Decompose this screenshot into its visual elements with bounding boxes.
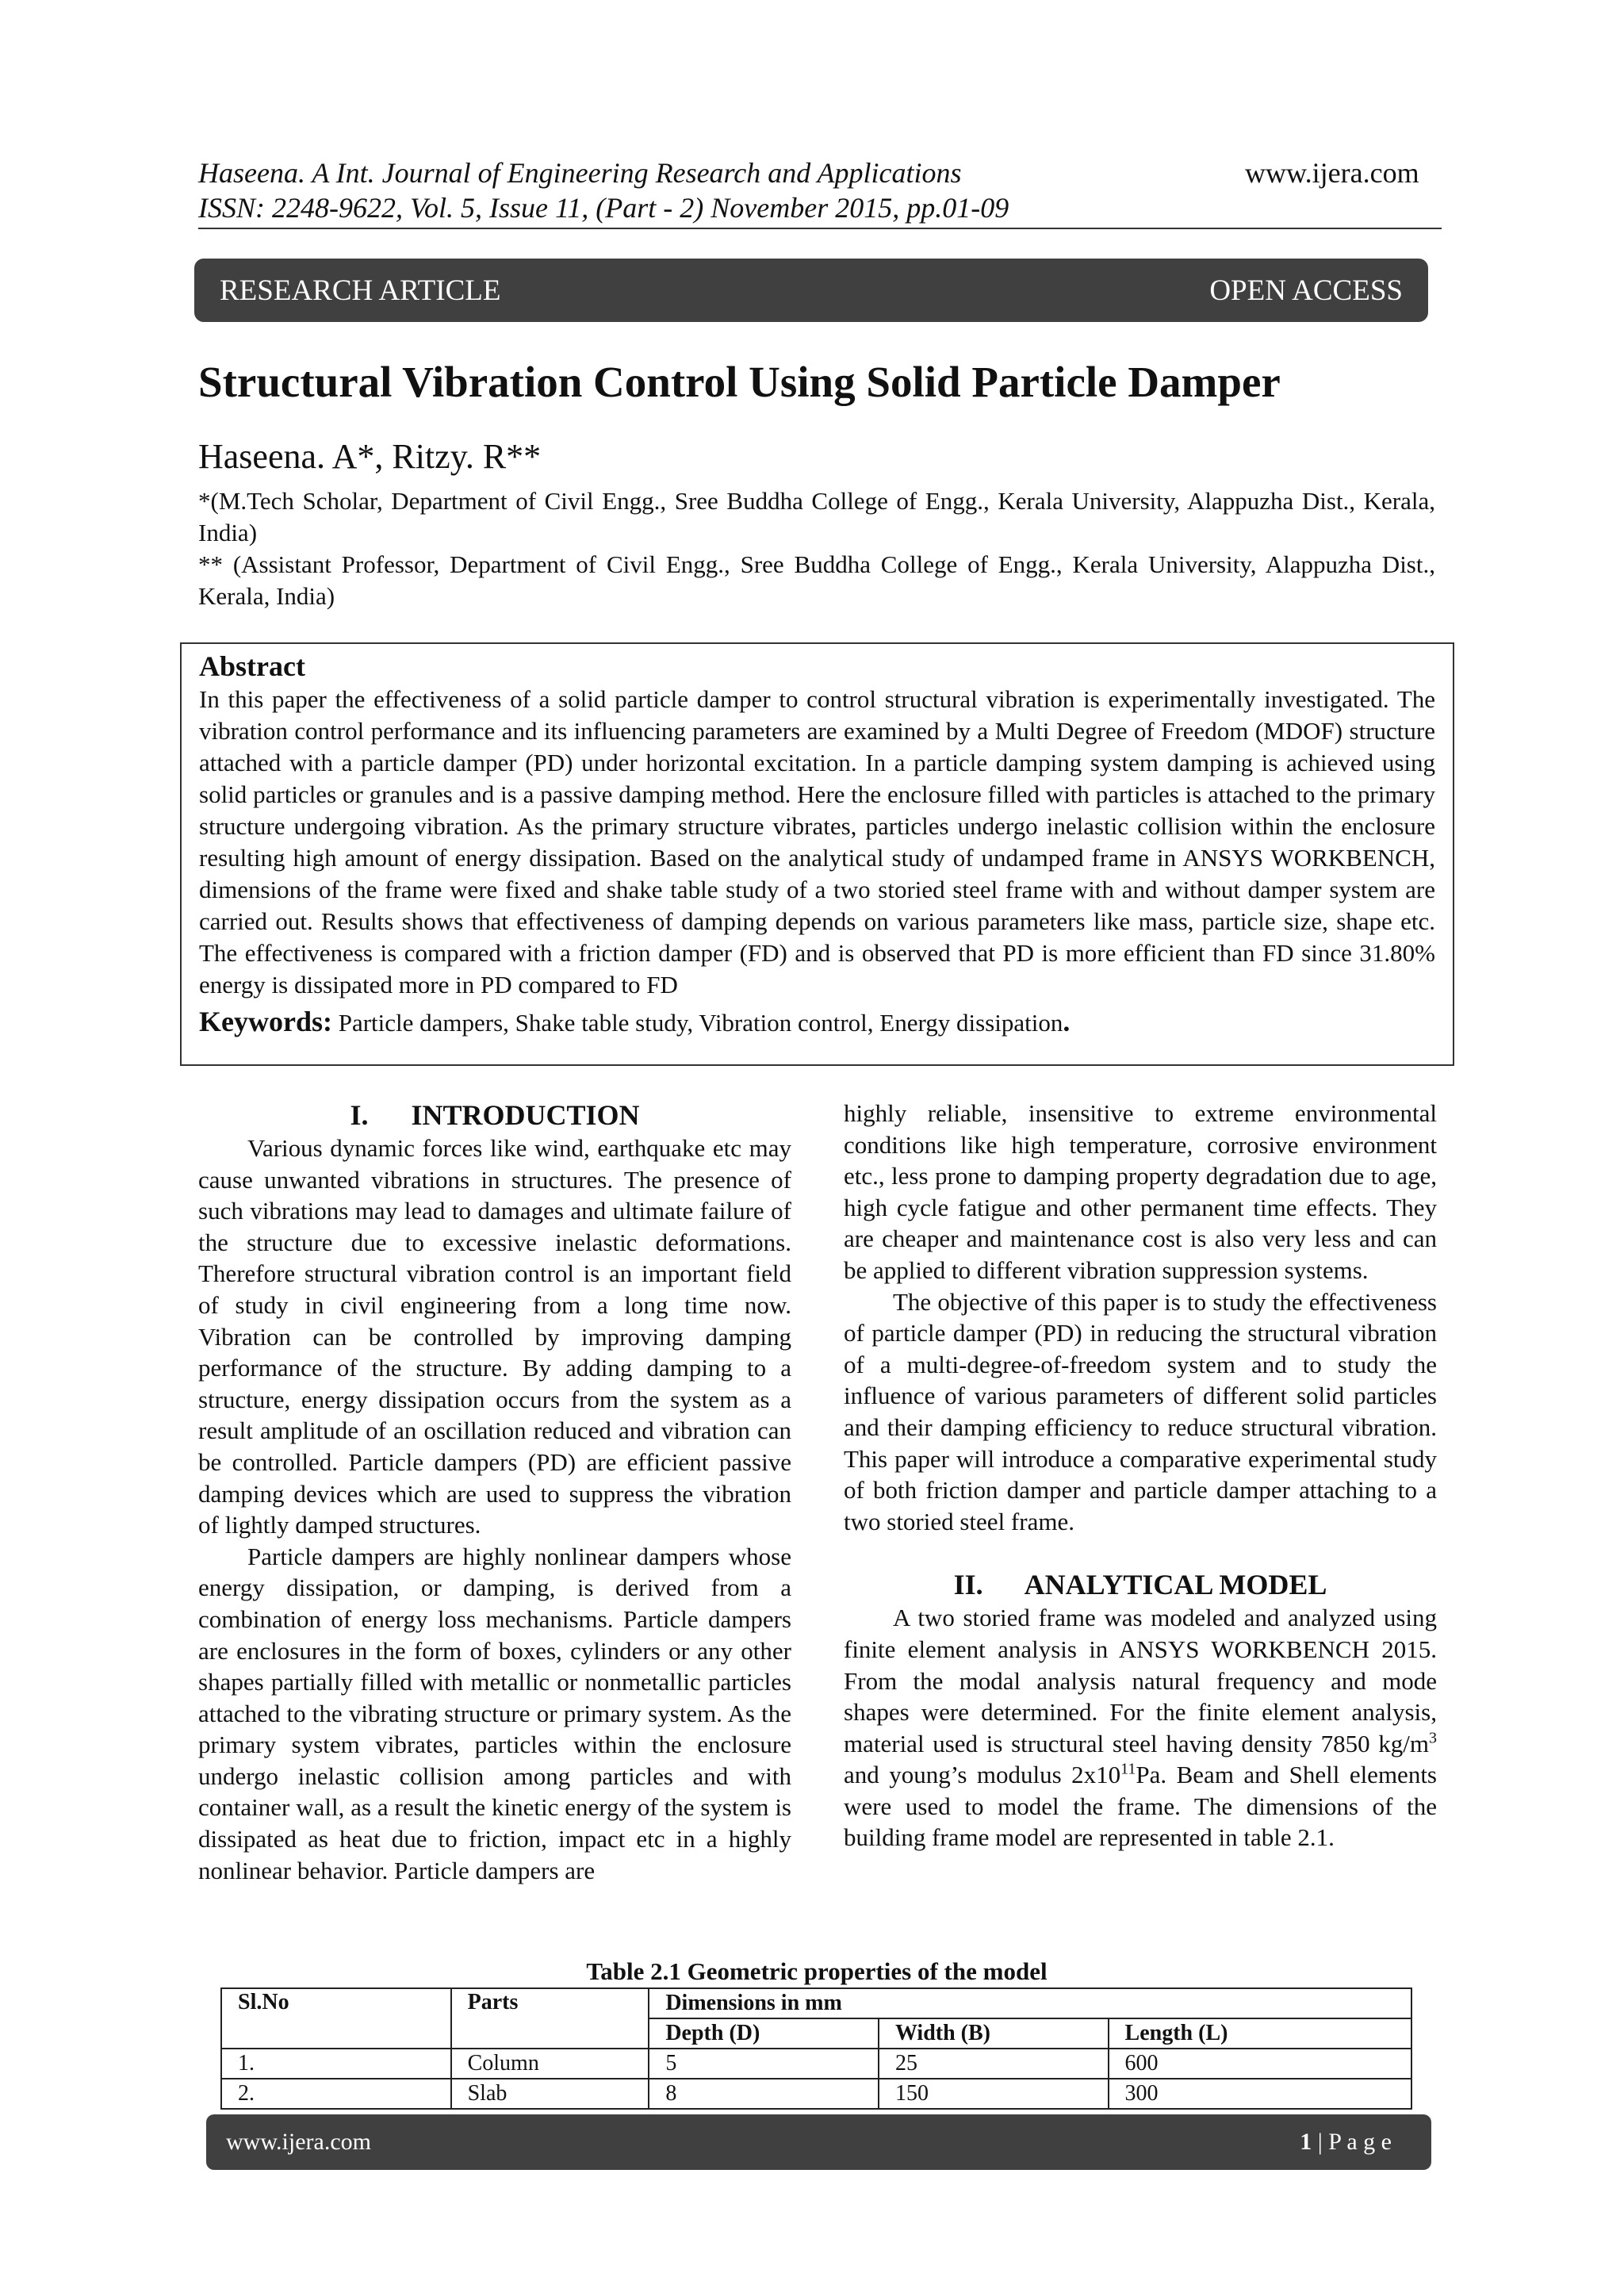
table-row	[221, 2079, 1411, 2109]
section-2-heading: II. ANALYTICAL MODEL	[953, 1569, 1327, 1601]
article-banner	[194, 259, 1428, 322]
cell-part: Column	[451, 2049, 649, 2079]
header-rule	[198, 228, 1442, 229]
issn-line: ISSN: 2248-9622, Vol. 5, Issue 11, (Part - 2) November 2015, pp.01-09	[198, 192, 1009, 224]
keywords-line	[199, 1004, 1435, 1041]
intro-paragraph-1: Various dynamic forces like wind, earthquake etc may cause unwanted vibrations in structures. The presence of such vibrations may lead to damages and ultimate failure of the structure due to excessive inelastic deformations. Therefore structural vibration control is an important field of study in civil engineering from a long time now. Vibration can be controlled by improving damping performance of the structure. By adding damping to a structure, energy dissipation occurs from the system as a result amplitude of an oscillation reduced and vibration can be controlled. Particle dampers (PD) are efficient passive damping devices which are used to suppress the vibration of lightly damped structures.	[198, 1134, 791, 1539]
cell-slno: 1.	[221, 2049, 451, 2079]
left-column	[198, 1098, 791, 1886]
footer-site: www.ijera.com	[226, 2129, 371, 2155]
cell-depth: 5	[649, 2049, 879, 2079]
table-header-row	[221, 1988, 1411, 2018]
authors: Haseena. A*, Ritzy. R**	[198, 437, 542, 476]
abstract-text: In this paper the effectiveness of a solid particle damper to control structural vibration is experimentally investigated. The vibration control performance and its influencing parameters are examined by a Multi Degree of Freedom (MDOF) structure attached with a particle damper (PD) under horizontal excitation. In a particle damping system damping is achieved using solid particles or granules and is a passive damping method. Here the enclosure filled with particles is attached to the primary structure undergoing vibration. As the primary structure vibrates, particles undergo inelastic collision within the enclosure resulting high amount of energy dissipation. Based on the analytical study of undamped frame in ANSYS WORKBENCH, dimensions of the frame were fixed and shake table study of a two storied steel frame with and without damper system are carried out. Results shows that effectiveness of damping depends on various parameters like mass, particle size, shape etc. The effectiveness is compared with a friction damper (FD) and is observed that PD is more efficient than FD since 31.80% energy is dissipated more in PD compared to FD	[199, 685, 1435, 999]
page-footer	[206, 2114, 1431, 2170]
journal-site: www.ijera.com	[1245, 157, 1419, 189]
keywords-label: Keywords:	[199, 1006, 332, 1037]
cell-width: 25	[879, 2049, 1109, 2079]
geometric-properties-table	[220, 1987, 1412, 2110]
affiliation-2: ** (Assistant Professor, Department of Civil Engg., Sree Buddha College of Engg., Kerala University, Alappuzha Dist., Kerala, India)	[198, 550, 1435, 610]
section-1-heading: I. INTRODUCTION	[350, 1099, 640, 1131]
cell-slno: 2.	[221, 2079, 451, 2109]
right-column	[844, 1098, 1437, 1853]
header-dimensions: Dimensions in mm	[649, 1988, 1411, 2018]
header-slno: Sl.No	[221, 1988, 451, 2049]
keywords-list: Particle dampers, Shake table study, Vibration control, Energy dissipation	[331, 1009, 1063, 1037]
abstract-heading: Abstract	[199, 650, 305, 682]
cell-length: 300	[1109, 2079, 1411, 2109]
affiliation-1: *(M.Tech Scholar, Department of Civil Engg., Sree Buddha College of Engg., Kerala University, Alappuzha Dist., Kerala, India)	[198, 487, 1435, 546]
header-length: Length (L)	[1109, 2018, 1411, 2049]
intro-paragraph-2: Particle dampers are highly nonlinear dampers whose energy dissipation, or damping, is derived from a combination of energy loss mechanisms. Particle dampers are enclosures in the form of boxes, cylinders or any other shapes partially filled with metallic or nonmetallic particles attached to the vibrating structure or primary system. As the primary system vibrates, particles within the enclosure undergo inelastic collision among particles and with container wall, as a result the kinetic energy of the system is dissipated as heat due to friction, impact etc in a highly nonlinear behavior. Particle dampers are	[198, 1542, 791, 1884]
header-depth: Depth (D)	[649, 2018, 879, 2049]
cell-width: 150	[879, 2079, 1109, 2109]
abstract-box	[180, 642, 1454, 1066]
intro-paragraph-3: The objective of this paper is to study the effectiveness of particle damper (PD) in reducing the structural vibration of a multi-degree-of-freedom system and to study the influence of various parameters of different solid particles and their damping efficiency to reduce structural vibration. This paper will introduce a comparative experimental study of both friction damper and particle damper attaching to a two storied steel frame.	[844, 1287, 1437, 1535]
journal-line: Haseena. A Int. Journal of Engineering Research and Applications	[198, 157, 962, 189]
table-caption: Table 2.1 Geometric properties of the model	[586, 1957, 1048, 1985]
banner-research-article: RESEARCH ARTICLE	[220, 274, 501, 307]
table-row	[221, 2049, 1411, 2079]
header-parts: Parts	[451, 1988, 649, 2049]
banner-open-access: OPEN ACCESS	[1209, 274, 1403, 307]
cell-depth: 8	[649, 2079, 879, 2109]
analytical-paragraph: A two storied frame was modeled and analyzed using finite element analysis in ANSYS WORKBENCH 2015. From the modal analysis natural frequency and mode shapes were determined. For the finite element analysis, material used is structural steel having density 7850 $kg/m^3$ and young’s modulus $2x10^{11}Pa$. Beam and Shell elements were used to model the frame. The dimensions of the building frame model are represented in table 2.1.	[844, 1604, 1437, 1852]
cell-part: Slab	[451, 2079, 649, 2109]
intro-paragraph-2-continued: highly reliable, insensitive to extreme environmental conditions like high temperature, corrosive environment etc., less prone to damping property degradation due to age, high cycle fatigue and other permanent time effects. They are cheaper and maintenance cost is also very less and can be applied to different vibration suppression systems.	[844, 1099, 1437, 1284]
keywords-end: .	[1063, 1006, 1071, 1037]
cell-length: 600	[1109, 2049, 1411, 2079]
header-width: Width (B)	[879, 2018, 1109, 2049]
page-number: 1 | P a g e	[1300, 2129, 1392, 2155]
paper-title: Structural Vibration Control Using Solid Particle Damper	[198, 358, 1281, 406]
